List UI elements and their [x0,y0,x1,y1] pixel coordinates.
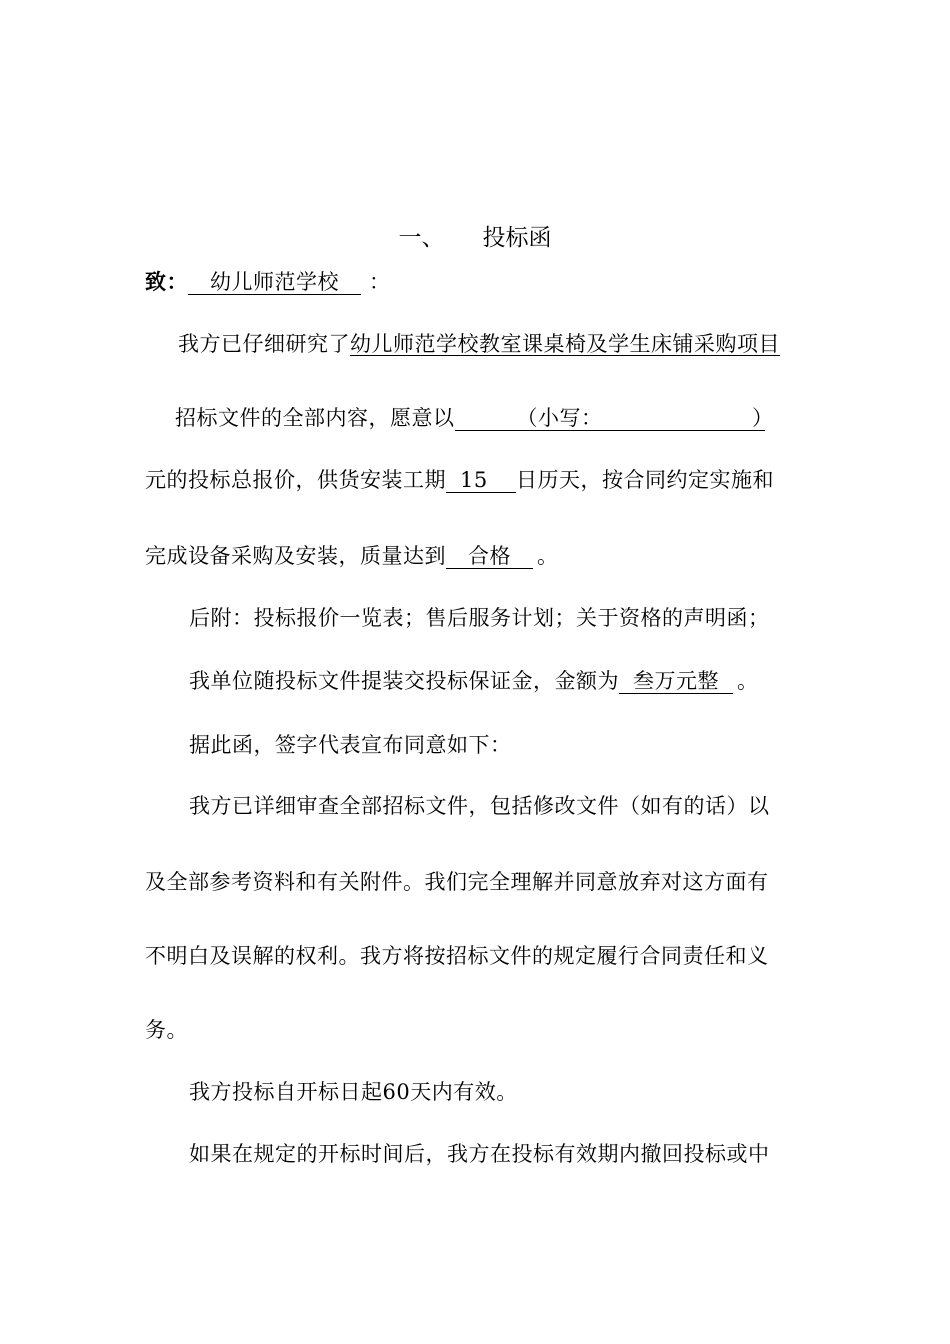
deposit-line [189,667,759,695]
p4-suffix: 。 [537,544,559,568]
deposit-amount: 叁万元整 [619,669,733,694]
withdraw-line-1: 如果在规定的开标时间后，我方在投标有效期内撤回投标或中 [189,1142,770,1166]
addressee-name: 幼儿师范学校 [188,270,361,295]
paragraph-quality [145,542,559,570]
days-value: 15 [446,468,516,493]
paragraph-schedule [145,466,774,494]
p3-prefix: 元的投标总报价，供货安装工期 [145,468,446,492]
addressee-label: 致： [145,269,188,294]
addressee-line [145,268,391,296]
deposit-prefix: 我单位随投标文件提装交投标保证金，金额为 [189,669,619,693]
addressee-suffix: ： [369,270,391,294]
project-name: 幼儿师范学校教室课桌椅及学生床铺采购项目 [350,332,780,356]
deposit-suffix: 。 [737,669,759,693]
small-amount-close: ） [752,406,774,430]
review-line-4: 务。 [145,1018,188,1042]
validity-line: 我方投标自开标日起60天内有效。 [189,1080,518,1104]
price-blank [455,406,774,431]
p2-prefix: 招标文件的全部内容，愿意以 [175,406,455,430]
section-number: 一、 [398,225,445,251]
small-amount-label: （小写： [516,406,592,430]
paragraph-project [178,330,780,358]
declaration-intro: 据此函，签字代表宣布同意如下： [189,733,512,757]
quality-value: 合格 [446,544,533,569]
review-line-1: 我方已详细审查全部招标文件，包括修改文件（如有的话）以 [189,794,770,818]
paragraph-price [175,404,774,432]
section-title: 投标函 [482,225,552,251]
p4-prefix: 完成设备采购及安装，质量达到 [145,544,446,568]
section-heading [0,224,950,252]
p1-prefix: 我方已仔细研究了 [178,332,350,356]
review-line-2: 及全部参考资料和有关附件。我们完全理解并同意放弃对这方面有 [145,870,769,894]
p3-suffix: 日历天，按合同约定实施和 [516,468,774,492]
review-line-3: 不明白及误解的权利。我方将按招标文件的规定履行合同责任和义 [145,944,769,968]
attachments-line: 后附：投标报价一览表；售后服务计划；关于资格的声明函； [189,606,770,630]
